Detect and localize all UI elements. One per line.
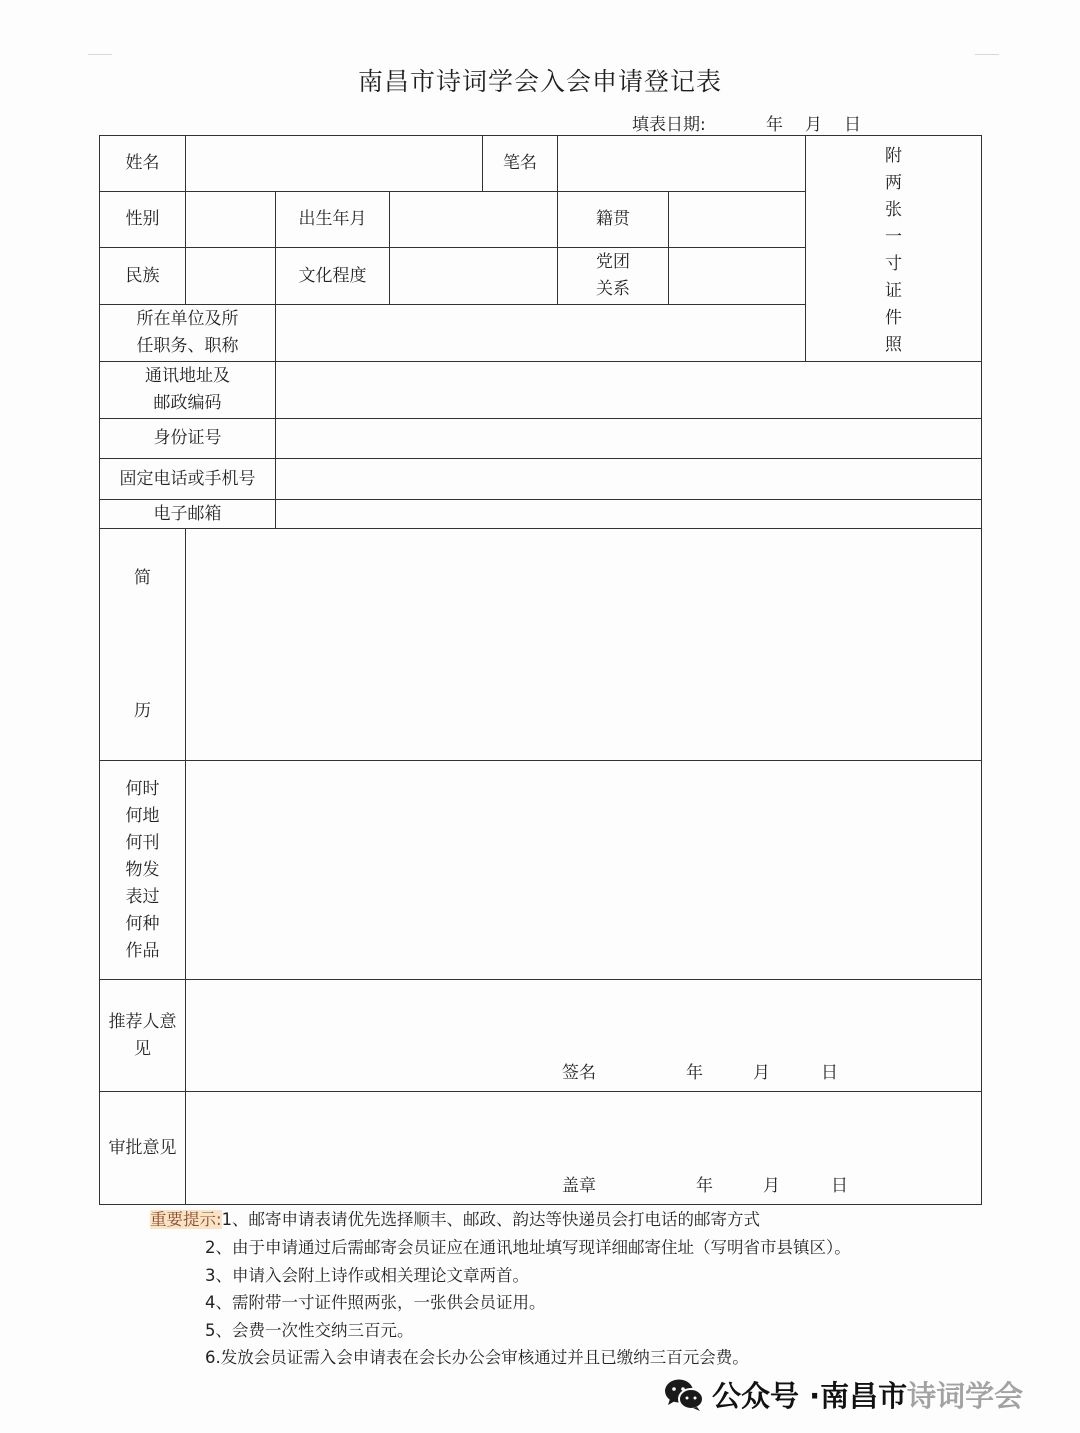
education-field[interactable] xyxy=(390,248,558,305)
ethnicity-field[interactable] xyxy=(186,248,276,305)
gender-field[interactable] xyxy=(186,192,276,248)
address-field[interactable] xyxy=(276,362,982,419)
fill-date-label: 填表日期: xyxy=(632,115,706,135)
work-field[interactable] xyxy=(276,305,806,362)
photo-char: 照 xyxy=(885,334,903,355)
note-item: 3、申请入会附上诗作或相关理论文章两首。 xyxy=(205,1265,529,1285)
recommender-label-line2: 见 xyxy=(134,1038,151,1059)
ethnicity-label: 民族 xyxy=(100,248,186,305)
resume-label-stack xyxy=(100,565,185,725)
birth-field[interactable] xyxy=(390,192,558,248)
resume-label xyxy=(100,529,186,761)
approval-day-label: 日 xyxy=(831,1176,848,1196)
publications-line: 何种 xyxy=(125,913,160,934)
fill-date-month: 月 xyxy=(805,115,822,135)
publications-line: 表过 xyxy=(125,886,160,907)
photo-instructions xyxy=(884,143,904,359)
pen-name-field[interactable] xyxy=(558,136,806,192)
party-field[interactable] xyxy=(669,248,806,305)
recommender-year-label: 年 xyxy=(686,1063,703,1083)
note-item: 6.发放会员证需入会申请表在会长办公会审核通过并且已缴纳三百元会费。 xyxy=(205,1348,749,1367)
application-form xyxy=(99,135,982,1205)
recommender-day-label: 日 xyxy=(821,1063,838,1083)
note-item: 5、会费一次性交纳三百元。 xyxy=(205,1320,414,1340)
watermark-bold: 南昌市 xyxy=(820,1379,908,1413)
pen-name-label: 笔名 xyxy=(483,136,558,192)
publications-line: 何刊 xyxy=(125,832,160,853)
notes-first-line xyxy=(150,1206,760,1234)
note-item: 2、由于申请通过后需邮寄会员证应在通讯地址填写现详细邮寄住址（写明省市县镇区）。 xyxy=(205,1238,851,1257)
resume-char: 历 xyxy=(134,700,151,721)
native-place-field[interactable] xyxy=(669,192,806,248)
recommender-month-label: 月 xyxy=(753,1063,770,1083)
party-label-line2: 关系 xyxy=(596,279,631,299)
photo-char: 一 xyxy=(885,226,903,247)
recommender-label-line1: 推荐人意 xyxy=(108,1011,177,1032)
address-label-line2: 邮政编码 xyxy=(153,393,222,413)
top-left-rule xyxy=(88,54,112,55)
work-label-line1: 所在单位及所 xyxy=(136,309,239,329)
native-place-label: 籍贯 xyxy=(558,192,669,248)
fill-date-day: 日 xyxy=(844,115,861,135)
party-label xyxy=(558,248,669,305)
address-label-line1: 通讯地址及 xyxy=(145,366,230,386)
watermark-prefix: 公众号 · xyxy=(712,1379,821,1413)
approval-seal-label: 盖章 xyxy=(562,1176,596,1196)
publications-line: 何地 xyxy=(125,805,160,826)
recommender-sign-label: 签名 xyxy=(562,1063,596,1083)
notes-list xyxy=(205,1234,851,1372)
phone-label: 固定电话或手机号 xyxy=(100,459,276,500)
party-label-line1: 党团 xyxy=(596,252,631,272)
publications-line: 作品 xyxy=(125,940,160,961)
publications-line: 何时 xyxy=(125,778,160,799)
wechat-icon xyxy=(664,1378,704,1412)
resume-char: 简 xyxy=(134,567,151,588)
birth-label: 出生年月 xyxy=(276,192,390,248)
photo-char: 张 xyxy=(885,199,903,220)
recommender-field[interactable] xyxy=(186,980,982,1092)
note-item: 4、需附带一寸证件照两张，一张供会员证用。 xyxy=(205,1293,546,1312)
top-right-rule xyxy=(975,54,999,55)
publications-field[interactable] xyxy=(186,761,982,980)
page-title: 南昌市诗词学会入会申请登记表 xyxy=(357,67,722,96)
photo-char: 证 xyxy=(885,280,903,301)
id-number-label: 身份证号 xyxy=(100,419,276,459)
photo-char: 件 xyxy=(885,307,903,328)
notes-label: 重要提示: xyxy=(150,1210,222,1229)
watermark xyxy=(664,1374,1023,1415)
photo-char: 两 xyxy=(885,172,903,193)
photo-box[interactable] xyxy=(806,136,982,362)
recommender-label xyxy=(100,980,186,1092)
watermark-light: 诗词学会 xyxy=(907,1379,1024,1413)
approval-year-label: 年 xyxy=(696,1176,713,1196)
publications-line: 物发 xyxy=(125,859,160,880)
approval-month-label: 月 xyxy=(763,1176,780,1196)
resume-field[interactable] xyxy=(186,529,982,761)
approval-label: 审批意见 xyxy=(100,1092,186,1205)
name-field[interactable] xyxy=(186,136,483,192)
phone-field[interactable] xyxy=(276,459,982,500)
note-item: 1、邮寄申请表请优先选择顺丰、邮政、韵达等快递员会打电话的邮寄方式 xyxy=(221,1210,761,1229)
approval-field[interactable] xyxy=(186,1092,982,1205)
gender-label: 性别 xyxy=(100,192,186,248)
fill-date-year: 年 xyxy=(766,115,783,135)
photo-char: 附 xyxy=(885,145,903,166)
id-number-field[interactable] xyxy=(276,419,982,459)
email-label: 电子邮箱 xyxy=(100,500,276,529)
work-label-line2: 任职务、职称 xyxy=(136,336,239,356)
publications-label xyxy=(100,761,186,980)
education-label: 文化程度 xyxy=(276,248,390,305)
photo-char: 寸 xyxy=(885,253,903,274)
email-field[interactable] xyxy=(276,500,982,529)
work-label xyxy=(100,305,276,362)
address-label xyxy=(100,362,276,419)
name-label: 姓名 xyxy=(100,136,186,192)
